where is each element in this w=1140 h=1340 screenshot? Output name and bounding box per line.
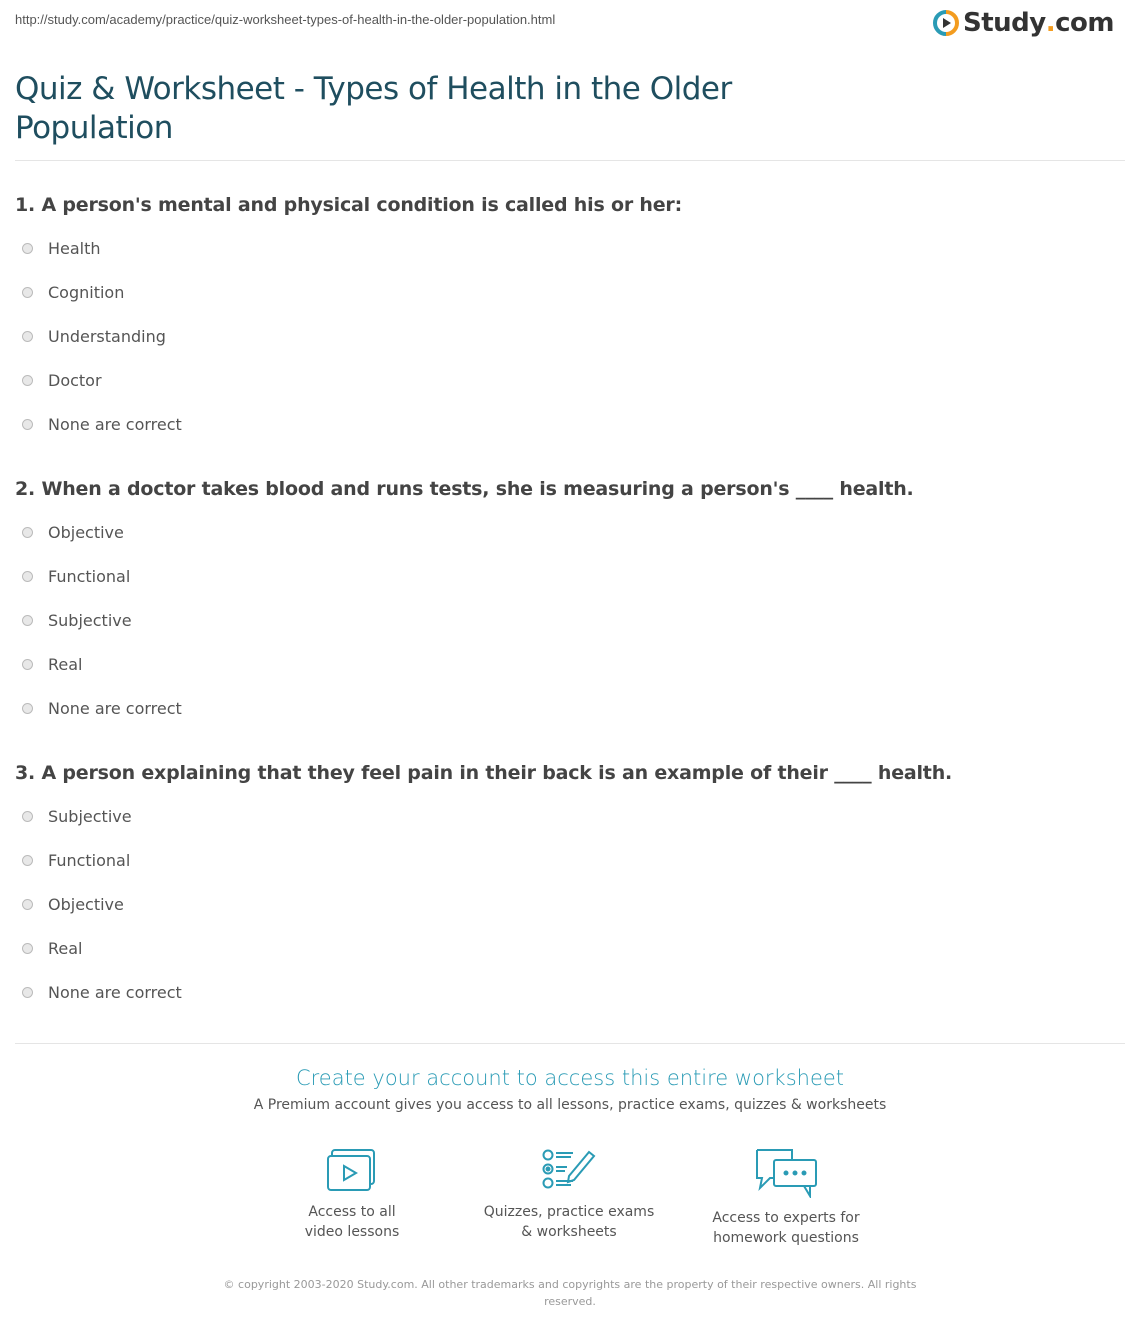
q1-option-3[interactable]	[22, 327, 166, 346]
feature-label-line1: Access to all	[308, 1204, 396, 1220]
question-2: 2. When a doctor takes blood and runs tests, she is measuring a person's ____ health.	[15, 478, 914, 500]
play-circle-logo-icon	[933, 10, 959, 36]
video-lessons-icon	[326, 1148, 378, 1192]
radio-button[interactable]	[22, 375, 33, 386]
option-label: Cognition	[48, 283, 125, 302]
q2-option-4[interactable]	[22, 655, 83, 674]
q1-option-1[interactable]	[22, 239, 101, 258]
option-label: None are correct	[48, 983, 182, 1002]
q1-option-4[interactable]	[22, 371, 102, 390]
option-label: Objective	[48, 895, 124, 914]
option-label: Functional	[48, 851, 131, 870]
feature-label-line1: Access to experts for	[712, 1210, 860, 1226]
cta-subtitle: A Premium account gives you access to all lessons, practice exams, quizzes & worksheets	[253, 1097, 887, 1113]
option-label: Health	[48, 239, 101, 258]
feature-experts	[686, 1148, 886, 1248]
radio-button[interactable]	[22, 287, 33, 298]
radio-button[interactable]	[22, 899, 33, 910]
q2-option-2[interactable]	[22, 567, 130, 586]
feature-video-lessons	[252, 1148, 452, 1242]
logo-tld: com	[1055, 8, 1114, 38]
logo-text: Study	[963, 8, 1046, 38]
q3-option-1[interactable]	[22, 807, 132, 826]
question-1: 1. A person's mental and physical condition is called his or her:	[15, 194, 682, 216]
quiz-checklist-icon	[541, 1148, 597, 1192]
radio-button[interactable]	[22, 527, 33, 538]
feature-label-line2: homework questions	[713, 1230, 859, 1246]
option-label: Functional	[48, 567, 131, 586]
q3-option-5[interactable]	[22, 983, 182, 1002]
option-label: Subjective	[48, 611, 132, 630]
page-url: http://study.com/academy/practice/quiz-worksheet-types-of-health-in-the-older-population.html	[15, 12, 556, 27]
option-label: Real	[48, 655, 83, 674]
radio-button[interactable]	[22, 571, 33, 582]
option-label: Subjective	[48, 807, 132, 826]
radio-button[interactable]	[22, 659, 33, 670]
q2-option-1[interactable]	[22, 523, 124, 542]
study-logo[interactable]	[933, 8, 1114, 38]
radio-button[interactable]	[22, 943, 33, 954]
radio-button[interactable]	[22, 419, 33, 430]
q3-option-3[interactable]	[22, 895, 124, 914]
radio-button[interactable]	[22, 615, 33, 626]
q1-option-5[interactable]	[22, 415, 182, 434]
radio-button[interactable]	[22, 331, 33, 342]
q2-option-3[interactable]	[22, 611, 132, 630]
radio-button[interactable]	[22, 987, 33, 998]
logo-dot: .	[1045, 8, 1056, 38]
q1-option-2[interactable]	[22, 283, 124, 302]
option-label: Doctor	[48, 371, 102, 390]
q3-option-4[interactable]	[22, 939, 83, 958]
option-label: None are correct	[48, 415, 182, 434]
option-label: None are correct	[48, 699, 182, 718]
option-label: Real	[48, 939, 83, 958]
feature-label-line2: video lessons	[304, 1224, 400, 1240]
q3-option-2[interactable]	[22, 851, 130, 870]
page-title: Quiz & Worksheet - Types of Health in the Older Population	[15, 71, 732, 146]
chat-bubbles-icon	[754, 1148, 818, 1198]
feature-label-line1: Quizzes, practice exams	[483, 1204, 655, 1220]
radio-button[interactable]	[22, 703, 33, 714]
copyright-text: © copyright 2003-2020 Study.com. All other trademarks and copyrights are the property of their respective owners. All rights reserved.	[223, 1278, 917, 1308]
divider	[15, 160, 1125, 161]
radio-button[interactable]	[22, 811, 33, 822]
divider	[15, 1043, 1125, 1044]
feature-quizzes	[469, 1148, 669, 1242]
feature-label-line2: & worksheets	[521, 1224, 617, 1240]
option-label: Objective	[48, 523, 124, 542]
question-3: 3. A person explaining that they feel pain in their back is an example of their ____ health.	[15, 762, 953, 784]
q2-option-5[interactable]	[22, 699, 182, 718]
radio-button[interactable]	[22, 855, 33, 866]
cta-title-link[interactable]: Create your account to access this entire worksheet	[295, 1066, 845, 1090]
option-label: Understanding	[48, 327, 166, 346]
radio-button[interactable]	[22, 243, 33, 254]
